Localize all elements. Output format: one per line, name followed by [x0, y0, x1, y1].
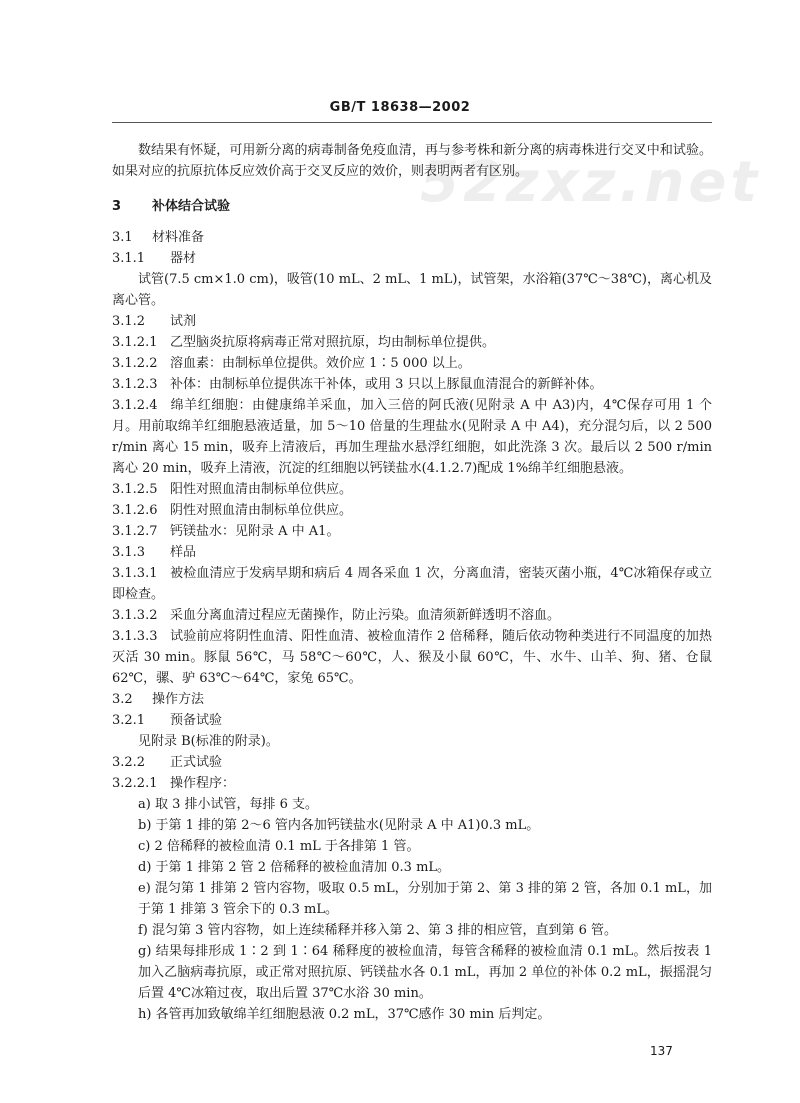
- clause-number: 3.1.3.3: [112, 629, 158, 644]
- standard-header: GB/T 18638—2002: [329, 100, 471, 115]
- page-number: 137: [650, 1044, 673, 1058]
- clause-number: 3.1.2.6: [112, 503, 158, 518]
- procedure-step: a) 取 3 排小试管，每排 6 支。: [138, 797, 319, 812]
- section-number: 3.2.2.1: [112, 776, 158, 791]
- clause-text: 阳性对照血清由制标单位供应。: [170, 482, 353, 497]
- section-3-heading: [112, 196, 712, 217]
- header-rule: [112, 122, 712, 123]
- clause-3-1-3-2: [112, 605, 712, 626]
- section-title: 材料准备: [152, 230, 205, 245]
- section-title: 补体结合试验: [152, 199, 231, 214]
- section-number: 3.1.3: [112, 545, 146, 560]
- procedure-step: e) 混匀第 1 排第 2 管内容物，吸取 0.5 mL，分别加于第 2、第 3 排的第 2 管，各加 0.1 mL，加于第 1 排第 3 管余下的 0.3 mL。: [138, 881, 712, 917]
- section-title: 操作程序：: [170, 776, 236, 791]
- procedure-step: f) 混匀第 3 管内容物，如上连续稀释并移入第 2、第 3 排的相应管，直到第 6 管。: [138, 923, 618, 938]
- section-number: 3.1.2: [112, 314, 146, 329]
- procedure-step: d) 于第 1 排第 2 管 2 倍稀释的被检血清加 0.3 mL。: [138, 860, 451, 875]
- clause-number: 3.1.2.1: [112, 335, 158, 350]
- clause-3-1-2-2: [112, 353, 712, 374]
- document-body: [112, 140, 712, 1025]
- clause-text: 钙镁盐水：见附录 A 中 A1。: [170, 524, 340, 539]
- section-3-2-1-heading: [112, 710, 712, 731]
- procedure-step: c) 2 倍稀释的被检血清 0.1 mL 于各排第 1 管。: [138, 839, 420, 854]
- clause-number: 3.1.2.4: [112, 398, 158, 413]
- clause-3-1-2-4: [112, 395, 712, 479]
- section-title: 样品: [170, 545, 197, 560]
- clause-3-1-2-3: [112, 374, 712, 395]
- clause-number: 3.1.3.2: [112, 608, 158, 623]
- clause-text: 阴性对照血清由制标单位供应。: [170, 503, 353, 518]
- clause-3-1-2-5: [112, 479, 712, 500]
- clause-text: 绵羊红细胞：由健康绵羊采血，加入三倍的阿氏液(见附录 A 中 A3)内，4℃保存可用 1 个月。用前取绵羊红细胞悬液适量，加 5～10 倍量的生理盐水(见附录 A 中 A4)，充分混匀后，以 2 500 r/min 离心 15 min，吸弃上清液后，再加生理盐水悬浮红细胞，如此洗涤 3 次。最后以 2 500 r/min 离心 20 min，吸弃上清液，沉淀的红细胞以钙镁盐水(4.1.2.7)配成 1%绵羊红细胞悬液。: [112, 398, 712, 476]
- section-3-1-3-heading: [112, 542, 712, 563]
- clause-number: 3.1.2.5: [112, 482, 158, 497]
- section-number: 3.2.1: [112, 713, 146, 728]
- clause-3-1-2-1: [112, 332, 712, 353]
- equipment-paragraph: 试管(7.5 cm×1.0 cm)，吸管(10 mL、2 mL、1 mL)，试管架，水浴箱(37℃～38℃)，离心机及离心管。: [112, 272, 712, 308]
- section-number: 3.1: [112, 230, 133, 245]
- section-title: 预备试验: [170, 713, 223, 728]
- section-title: 器材: [170, 251, 197, 266]
- procedure-step: g) 结果每排形成 1∶2 到 1∶64 稀释度的被检血清，每管含稀释的被检血清 0.1 mL。然后按表 1 加入乙脑病毒抗原，或正常对照抗原、钙镁盐水各 0.1 mL，再加 2 单位的补体 0.2 mL，振摇混匀后置 4℃冰箱过夜，取出后置 37℃水浴 30 min。: [138, 944, 712, 1001]
- clause-number: 3.1.3.1: [112, 566, 158, 581]
- section-number: 3: [112, 199, 122, 214]
- clause-3-1-3-3: [112, 626, 712, 689]
- clause-3-1-3-1: [112, 563, 712, 605]
- clause-text: 乙型脑炎抗原将病毒正常对照抗原，均由制标单位提供。: [170, 335, 496, 350]
- section-3-2-2-1-heading: [112, 773, 712, 794]
- section-3-2-2-heading: [112, 752, 712, 773]
- section-title: 试剂: [170, 314, 197, 329]
- clause-3-1-2-6: [112, 500, 712, 521]
- section-3-1-heading: [112, 227, 712, 248]
- section-number: 3.1.1: [112, 251, 146, 266]
- clause-number: 3.1.2.3: [112, 377, 158, 392]
- preliminary-test-paragraph: 见附录 B(标准的附录)。: [138, 734, 279, 749]
- clause-text: 采血分离血清过程应无菌操作，防止污染。血清须新鲜透明不溶血。: [170, 608, 561, 623]
- clause-number: 3.1.2.7: [112, 524, 158, 539]
- section-3-2-heading: [112, 689, 712, 710]
- section-title: 操作方法: [152, 692, 205, 707]
- section-number: 3.2: [112, 692, 133, 707]
- clause-3-1-2-7: [112, 521, 712, 542]
- clause-text: 被检血清应于发病早期和病后 4 周各采血 1 次，分离血清，密装灭菌小瓶，4℃冰箱保存或立即检查。: [112, 566, 712, 602]
- clause-text: 溶血素：由制标单位提供。效价应 1∶5 000 以上。: [170, 356, 471, 371]
- section-title: 正式试验: [170, 755, 223, 770]
- watermark: 52zxz.net: [420, 150, 762, 215]
- clause-text: 补体：由制标单位提供冻干补体，或用 3 只以上豚鼠血清混合的新鲜补体。: [170, 377, 603, 392]
- section-3-1-1-heading: [112, 248, 712, 269]
- clause-text: 试验前应将阴性血清、阳性血清、被检血清作 2 倍稀释，随后依动物种类进行不同温度的加热灭活 30 min。豚鼠 56℃，马 58℃～60℃，人、猴及小鼠 60℃，牛、水牛、山羊、狗、猪、仓鼠 62℃，骡、驴 63℃～64℃，家兔 65℃。: [112, 629, 712, 686]
- procedure-step: h) 各管再加致敏绵羊红细胞悬液 0.2 mL，37℃感作 30 min 后判定。: [138, 1007, 551, 1022]
- intro-paragraph: 数结果有怀疑，可用新分离的病毒制备免疫血清，再与参考株和新分离的病毒株进行交叉中和试验。如果对应的抗原抗体反应效价高于交叉反应的效价，则表明两者有区别。: [112, 143, 712, 179]
- section-3-1-2-heading: [112, 311, 712, 332]
- section-number: 3.2.2: [112, 755, 146, 770]
- clause-number: 3.1.2.2: [112, 356, 158, 371]
- procedure-step: b) 于第 1 排的第 2～6 管内各加钙镁盐水(见附录 A 中 A1)0.3 mL。: [138, 818, 540, 833]
